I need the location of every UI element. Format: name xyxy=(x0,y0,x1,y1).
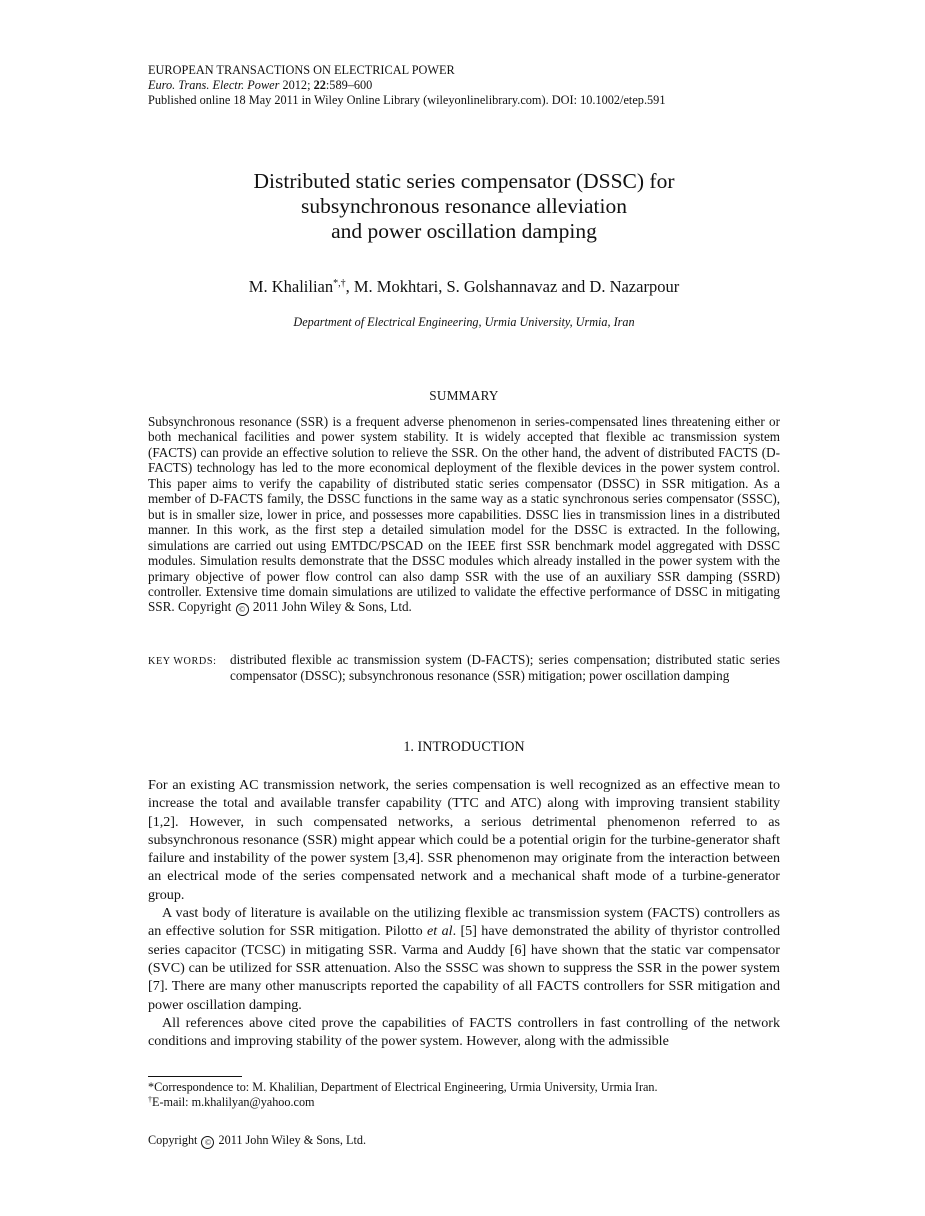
footnote-correspondence: *Correspondence to: M. Khalilian, Department of Electrical Engineering, Urmia University, Urmia Iran. xyxy=(148,1080,658,1094)
copyright-suffix: 2011 John Wiley & Sons, Ltd. xyxy=(215,1133,366,1147)
abstract xyxy=(148,414,780,616)
keywords-text: distributed flexible ac transmission system (D-FACTS); series compensation; distributed static series compensator (DSSC); subsynchronous resonance (SSR) mitigation; power oscillation damping xyxy=(230,652,780,684)
author-rest: , M. Mokhtari, S. Golshannavaz and D. Nazarpour xyxy=(345,277,680,296)
copyright-footer-icon: © xyxy=(201,1136,214,1149)
journal-citation xyxy=(148,78,780,93)
footnotes xyxy=(148,1080,780,1111)
footnote-email: E-mail: m.khalilyan@yahoo.com xyxy=(152,1095,315,1110)
copyright-icon: © xyxy=(236,603,249,616)
journal-header xyxy=(148,63,780,108)
copyright-prefix: Copyright xyxy=(148,1133,201,1147)
published-line: Published online 18 May 2011 in Wiley Online Library (wileyonlinelibrary.com). DOI: 10.1002/etep.591 xyxy=(148,93,666,107)
citation-volume: 22 xyxy=(313,78,326,92)
abstract-text: Subsynchronous resonance (SSR) is a frequent adverse phenomenon in series-compensated lines threatening either or both mechanical facilities and power system stability. It is widely accepted that flexible ac transmission system (FACTS) can provide an effective solution to relieve the SSR. On the other hand, the advent of distributed FACTS (D-FACTS) technology has led to the more economical deployment of the flexible devices in the power system control. This paper aims to verify the capability of distributed static series compensator (DSSC) in SSR mitigation. As a member of D-FACTS family, the DSSC functions in the same way as a static synchronous series compensator (SSSC), but is in smaller size, lower in price, and possesses more capabilities. DSSC lies in transmission lines in a distributed manner. In this work, as the first step a detailed simulation model for the DSSC is extracted. In the following, simulations are carried out using EMTDC/PSCAD on the IEEE first SSR benchmark model aggregated with DSSC modules. Simulation results demonstrate that the DSSC modules which already installed in the power system with the primary objective of power flow control can also damp SSR with the use of an auxiliary SSR damping (SSRD) controller. Extensive time domain simulations are utilized to validate the effective performance of DSSC in mitigating SSR. Copyright xyxy=(148,414,780,615)
citation-pages: :589–600 xyxy=(325,78,373,92)
footnote-divider xyxy=(148,1076,242,1077)
keywords-label: KEY WORDS: xyxy=(148,656,217,667)
author-marks: *,† xyxy=(333,278,346,289)
intro-paragraph-1: For an existing AC transmission network, the series compensation is well recognized as an effective mean to increase the total and available transfer capability (TTC and ATC) along with improving transient stability [1,2]. However, in such compensated networks, a serious detrimental phenomenon referred to as subsynchronous resonance (SSR) might appear which could be a potential origin for the turbine-generator shaft failure and instability of the power system [3,4]. SSR phenomenon may originate from the interaction between an electrical mode of the series compensated network and a mechanical shaft mode of a turbine-generator group. xyxy=(148,777,780,903)
keywords-block xyxy=(148,652,780,684)
intro-paragraph-3: All references above cited prove the capabilities of FACTS controllers in fast controlling of the network conditions and improving stability of the power system. However, along with the admissible xyxy=(148,1014,780,1050)
summary-heading: SUMMARY xyxy=(429,388,499,403)
intro-paragraph-2 xyxy=(148,904,780,1014)
section-heading-introduction: 1. INTRODUCTION xyxy=(403,739,525,755)
author-list xyxy=(148,277,780,297)
title-line-1: Distributed static series compensator (DSSC) for xyxy=(253,169,675,193)
intro-p2-etal: et al xyxy=(427,923,453,940)
footnote-dagger: † xyxy=(148,1095,152,1105)
title-line-3: and power oscillation damping xyxy=(331,219,597,243)
citation-year: 2012; xyxy=(279,78,314,92)
abstract-copyright: 2011 John Wiley & Sons, Ltd. xyxy=(249,599,412,615)
journal-name: EUROPEAN TRANSACTIONS ON ELECTRICAL POWER xyxy=(148,63,455,77)
intro-p2-end: . [5] have demonstrated the ability of thyristor controlled series capacitor (TCSC) in mitigating SSR. Varma and Auddy [6] have shown that the static var compensator (SVC) can be utilized for SSR attenuation. Also the SSSC was shown to suppress the SSR in the power system [7]. There are many other manuscripts reported the capability of all FACTS controllers for SSR mitigation and power oscillation damping. xyxy=(148,923,781,1013)
author-first: M. Khalilian xyxy=(248,277,334,296)
introduction-body xyxy=(148,776,780,1050)
citation-journal: Euro. Trans. Electr. Power xyxy=(148,78,280,92)
page-copyright xyxy=(148,1133,780,1149)
title-line-2: subsynchronous resonance alleviation xyxy=(301,194,627,218)
intro-p2-start: A vast body of literature is available on the utilizing flexible ac transmission system (FACTS) controllers as an effective solution for SSR mitigation. Pilotto xyxy=(148,905,780,940)
affiliation: Department of Electrical Engineering, Urmia University, Urmia, Iran xyxy=(293,315,635,329)
paper-title xyxy=(148,169,780,244)
footnote-email-line xyxy=(148,1095,780,1110)
